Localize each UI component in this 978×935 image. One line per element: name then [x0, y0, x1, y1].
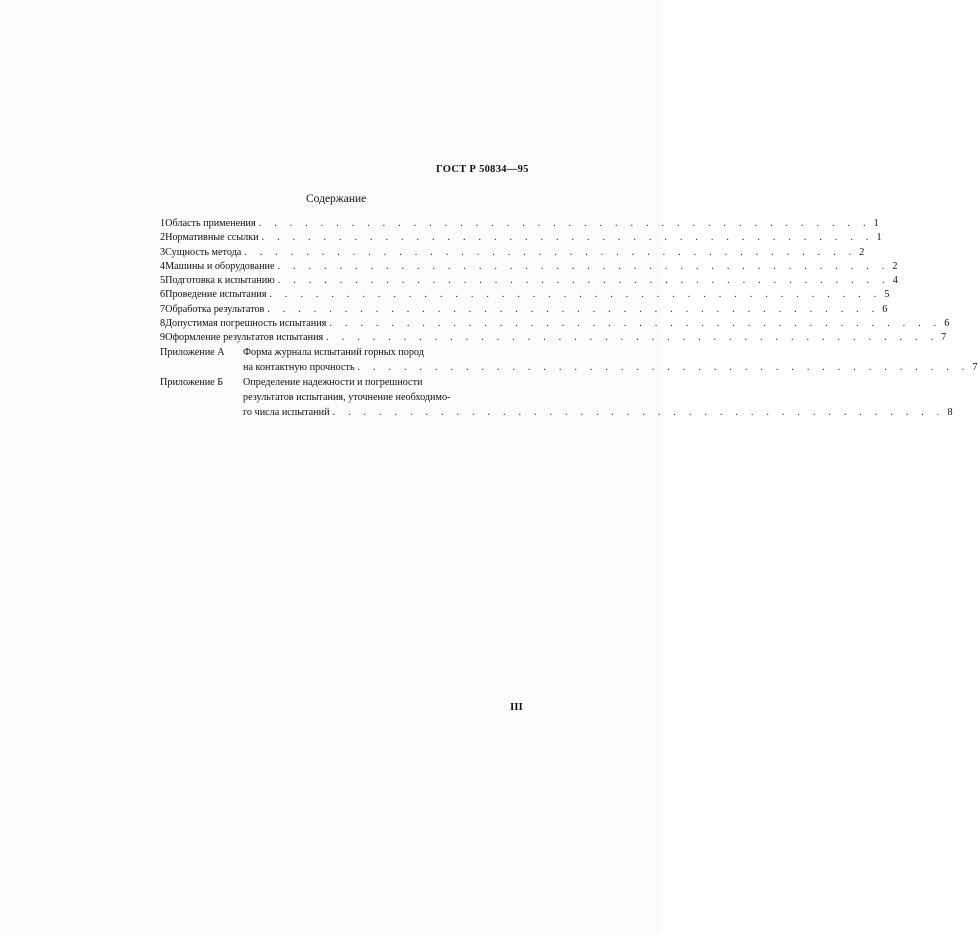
- appendix-b-label: Приложение Б: [160, 377, 224, 388]
- toc-leader-dots: . . . . . . . . . . . . . . . . . . . . . . . . . . . . . . . . . . . . . . . .: [332, 407, 945, 418]
- toc-leader-dots: . . . . . . . . . . . . . . . . . . . . . . . . . . . . . . . . . . . . . . . .: [326, 332, 939, 343]
- toc-entry-number: 5: [160, 275, 166, 286]
- appendix-a-title-line: Форма журнала испытаний горных пород: [243, 347, 424, 358]
- page-number: III: [510, 701, 523, 713]
- appendix-a-page: 7: [972, 362, 978, 373]
- toc-leader-dots: . . . . . . . . . . . . . . . . . . . . . . . . . . . . . . . . . . . . . . . .: [261, 232, 874, 243]
- toc-leader-dots: . . . . . . . . . . . . . . . . . . . . . . . . . . . . . . . . . . . . . . . .: [329, 318, 942, 329]
- appendix-a-last-line: [243, 362, 978, 373]
- toc-leader-dots: . . . . . . . . . . . . . . . . . . . . . . . . . . . . . . . . . . . . . . . .: [357, 362, 970, 373]
- toc-entry-label: Обработка результатов: [165, 304, 265, 315]
- toc-entry-number: 4: [160, 261, 166, 272]
- toc-entry-number: 6: [160, 289, 166, 300]
- toc-entry-number: 8: [160, 318, 166, 329]
- toc-leader-dots: . . . . . . . . . . . . . . . . . . . . . . . . . . . . . . . . . . . . . . . .: [277, 261, 890, 272]
- toc-leader-dots: . . . . . . . . . . . . . . . . . . . . . . . . . . . . . . . . . . . . . . . .: [267, 304, 880, 315]
- toc-entry: [160, 332, 947, 343]
- appendix-b-title-line: го числа испытаний: [243, 407, 330, 418]
- toc-entry-label: Оформление результатов испытания: [165, 332, 324, 343]
- toc-entry-page: 2: [859, 247, 865, 258]
- toc-entry-page: 6: [944, 318, 950, 329]
- appendix-a-label: Приложение А: [160, 347, 225, 358]
- toc-leader-dots: . . . . . . . . . . . . . . . . . . . . . . . . . . . . . . . . . . . . . . . .: [258, 218, 871, 229]
- toc-entry-page: 5: [884, 289, 890, 300]
- toc-entry-number: 1: [160, 218, 166, 229]
- toc-entry-page: 6: [882, 304, 888, 315]
- appendix-b-last-line: [243, 407, 953, 418]
- toc-entry-page: 4: [892, 275, 898, 286]
- toc-entry-number: 7: [160, 304, 166, 315]
- toc-leader-dots: . . . . . . . . . . . . . . . . . . . . . . . . . . . . . . . . . . . . . . . .: [244, 247, 857, 258]
- toc-entry: [160, 232, 882, 243]
- toc-leader-dots: . . . . . . . . . . . . . . . . . . . . . . . . . . . . . . . . . . . . . . . .: [277, 275, 890, 286]
- toc-entry: [160, 318, 950, 329]
- toc-entry-page: 2: [892, 261, 898, 272]
- toc-entry-number: 2: [160, 232, 166, 243]
- toc-entry: [160, 247, 865, 258]
- appendix-b-page: 8: [947, 407, 953, 418]
- toc-entry: [160, 218, 879, 229]
- toc-entry: [160, 261, 898, 272]
- document-code: ГОСТ Р 50834—95: [436, 164, 529, 175]
- toc-entry-label: Подготовка к испытанию: [165, 275, 275, 286]
- toc-entry: [160, 275, 898, 286]
- toc-entry-label: Допустимая погрешность испытания: [165, 318, 327, 329]
- toc-entry-label: Машины и оборудование: [165, 261, 275, 272]
- toc-entry-number: 3: [160, 247, 166, 258]
- appendix-a-title-line: на контактную прочность: [243, 362, 355, 373]
- toc-entry-label: Сущность метода: [165, 247, 242, 258]
- toc-leader-dots: . . . . . . . . . . . . . . . . . . . . . . . . . . . . . . . . . . . . . . . .: [269, 289, 882, 300]
- appendix-b-title-line: результатов испытания, уточнение необходимо-: [243, 392, 451, 403]
- toc-entry-label: Область применения: [165, 218, 256, 229]
- toc-entry-page: 1: [876, 232, 882, 243]
- toc-entry-page: 7: [941, 332, 947, 343]
- toc-entry: [160, 304, 888, 315]
- toc-entry-label: Нормативные ссылки: [165, 232, 259, 243]
- toc-entry: [160, 289, 890, 300]
- toc-entry-number: 9: [160, 332, 166, 343]
- toc-entry-page: 1: [873, 218, 879, 229]
- toc-entry-label: Проведение испытания: [165, 289, 267, 300]
- appendix-b-title-line: Определение надежности и погрешности: [243, 377, 423, 388]
- toc-title: Содержание: [306, 193, 367, 205]
